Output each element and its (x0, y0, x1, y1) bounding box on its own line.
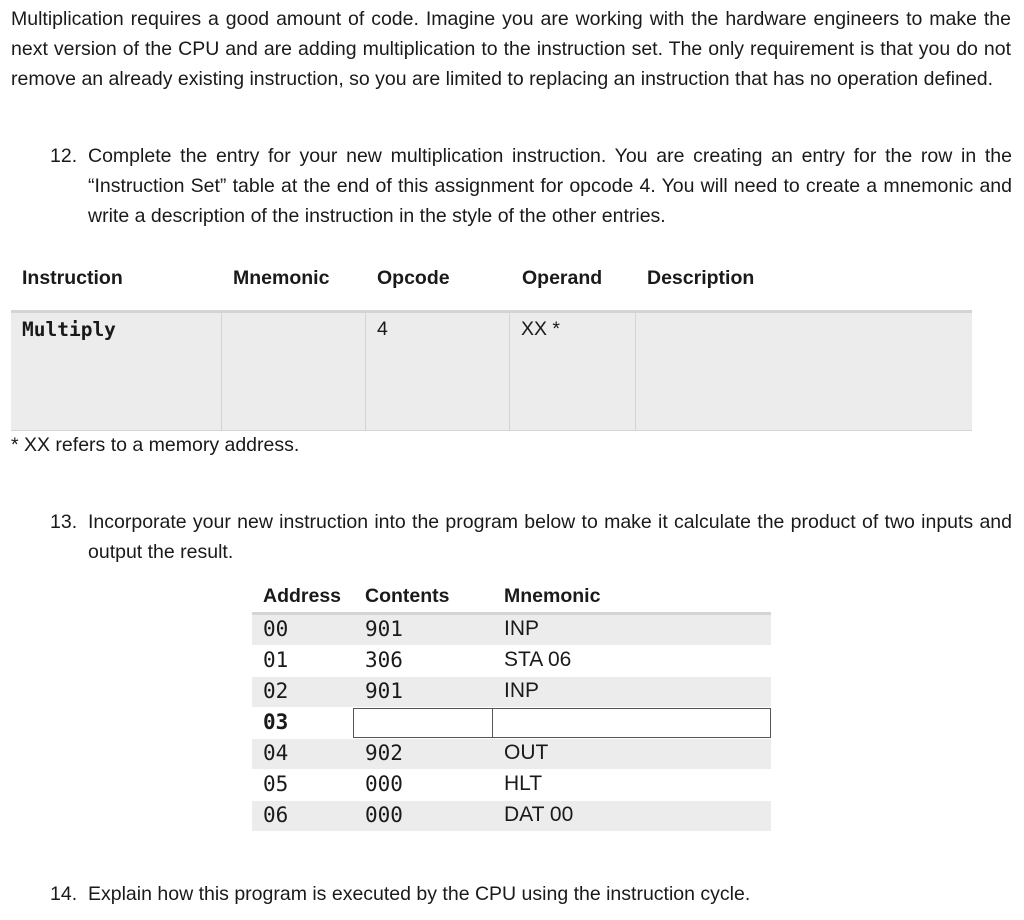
header-mnemonic: Mnemonic (504, 585, 601, 607)
header-contents: Contents (365, 585, 450, 607)
address-cell: 06 (263, 803, 289, 827)
contents-cell: 306 (365, 648, 403, 672)
instruction-value: Multiply (22, 318, 116, 341)
opcode-value: 4 (377, 318, 388, 340)
header-operand: Operand (522, 267, 603, 289)
contents-cell: 902 (365, 741, 403, 765)
footnote: * XX refers to a memory address. (11, 434, 300, 456)
question-text: Incorporate your new instruction into the program below to make it calculate the product of two inputs and output the result. (88, 511, 1012, 563)
operand-cell (510, 313, 636, 430)
address-cell: 02 (263, 679, 289, 703)
mnemonic-cell: STA 06 (504, 648, 572, 671)
intro-paragraph: Multiplication requires a good amount of code. Imagine you are working with the hardware engineers to make the next version of the CPU and are adding multiplication to the instruction set. The only requirement is that you do not remove an already existing instruction, so you are limited to replacing an instruction that has no operation defined. (11, 8, 1011, 90)
contents-cell: 000 (365, 772, 403, 796)
description-cell[interactable] (636, 313, 972, 430)
question-12 (50, 141, 1012, 231)
contents-cell: 901 (365, 617, 403, 641)
mnemonic-cell: DAT 00 (504, 803, 574, 826)
question-14 (50, 879, 1012, 909)
mnemonic-cell: INP (504, 617, 540, 640)
table-row (252, 677, 771, 708)
mnemonic-cell: INP (504, 679, 540, 702)
header-description: Description (647, 267, 755, 289)
instruction-table (11, 262, 972, 431)
table-row (252, 646, 771, 677)
question-number: 13. (50, 511, 78, 533)
operand-value: XX * (521, 318, 561, 340)
header-address: Address (263, 585, 342, 607)
table-row (252, 801, 771, 832)
instruction-cell (11, 313, 222, 430)
mnemonic-cell: HLT (504, 772, 543, 795)
address-cell: 03 (263, 710, 289, 734)
program-table (252, 582, 771, 832)
program-table-header (252, 582, 771, 615)
address-cell: 01 (263, 648, 289, 672)
mnemonic-blank-cell[interactable] (492, 708, 771, 738)
contents-cell: 901 (365, 679, 403, 703)
question-number: 14. (50, 883, 78, 905)
mnemonic-cell: OUT (504, 741, 549, 764)
header-instruction: Instruction (22, 267, 123, 289)
table-row (252, 739, 771, 770)
table-row (11, 313, 972, 431)
question-text: Explain how this program is executed by the CPU using the instruction cycle. (88, 883, 751, 905)
address-cell: 05 (263, 772, 289, 796)
instruction-table-header (11, 262, 972, 313)
table-row-blank (252, 708, 771, 739)
table-row (252, 615, 771, 646)
opcode-cell (366, 313, 510, 430)
header-opcode: Opcode (377, 267, 450, 289)
mnemonic-cell[interactable] (222, 313, 366, 430)
contents-cell: 000 (365, 803, 403, 827)
address-cell: 00 (263, 617, 289, 641)
question-text: Complete the entry for your new multiplication instruction. You are creating an entry for the row in the “Instruction Set” table at the end of this assignment for opcode 4. You will need to create a mnemonic and write a description of the instruction in the style of the other entries. (88, 145, 1012, 227)
question-13 (50, 507, 1012, 567)
header-mnemonic: Mnemonic (233, 267, 330, 289)
contents-blank-cell[interactable] (353, 708, 493, 738)
address-cell: 04 (263, 741, 289, 765)
question-number: 12. (50, 145, 78, 167)
table-row (252, 770, 771, 801)
